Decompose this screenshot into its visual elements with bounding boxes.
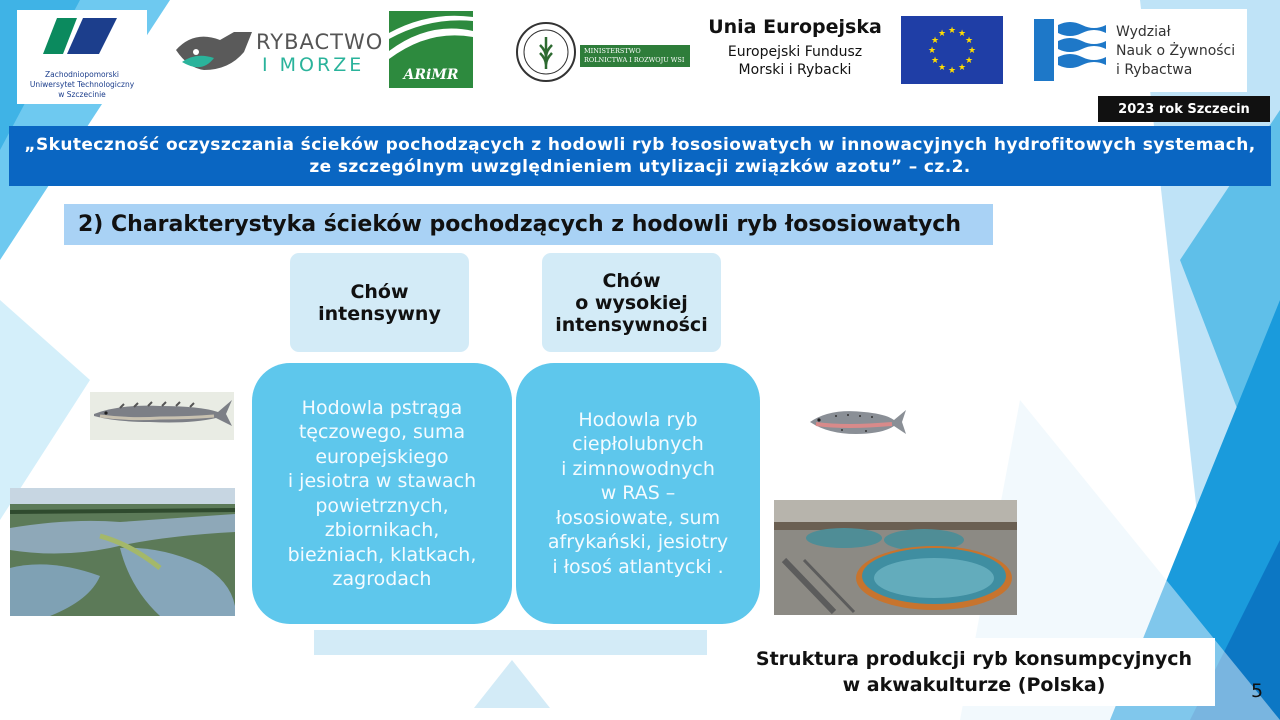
body-line: i zimnowodnych xyxy=(561,457,715,480)
caption-line-1: Struktura produkcji ryb konsumpcyjnych xyxy=(755,648,1193,670)
trout-icon xyxy=(806,404,908,440)
sturgeon-image xyxy=(90,392,234,440)
wydzial-line-2: Nauk o Żywności xyxy=(1116,43,1236,59)
svg-text:★: ★ xyxy=(964,56,974,66)
body-line: i jesiotra w stawach xyxy=(287,470,477,492)
production-structure-caption xyxy=(733,638,1215,706)
arimr-fields-icon xyxy=(389,11,473,69)
waves-logo-icon xyxy=(1034,19,1110,81)
logo-wydzial xyxy=(1016,9,1247,92)
balance-beam xyxy=(314,630,707,655)
svg-text:★: ★ xyxy=(937,29,947,39)
section-heading: 2) Charakterystyka ścieków pochodzących z hodowli ryb łososiowatych xyxy=(64,204,993,245)
zut-line-3: w Szczecinie xyxy=(58,90,106,99)
logo-zut xyxy=(17,10,147,104)
svg-text:★: ★ xyxy=(927,46,937,56)
logo-rybactwo xyxy=(170,12,384,90)
heading-line: Chów xyxy=(350,280,409,303)
svg-text:★: ★ xyxy=(967,46,977,56)
rybactwo-line-2: I MORZE xyxy=(262,54,365,76)
body-line: tęczowego, suma xyxy=(298,421,466,443)
body-line: i łosoś atlantycki . xyxy=(552,555,724,578)
body-line: powietrznych, xyxy=(315,494,449,517)
sturgeon-icon xyxy=(90,392,234,440)
svg-text:★: ★ xyxy=(947,26,957,36)
column-body-intensive xyxy=(252,363,512,624)
body-line: Hodowla pstrąga xyxy=(301,396,463,419)
caption-line-2: w akwakulturze (Polska) xyxy=(842,674,1106,696)
column-heading-high-intensity xyxy=(542,253,721,352)
svg-text:★: ★ xyxy=(957,29,967,39)
ministry-seal-icon xyxy=(514,17,578,87)
heading-line: Chów xyxy=(602,269,661,292)
eu-line-1: Europejski Fundusz xyxy=(727,44,863,60)
slide-number: 5 xyxy=(1250,680,1264,702)
heading-line: o wysokiej xyxy=(575,291,688,314)
svg-text:★: ★ xyxy=(957,63,967,73)
ministerstwo-line-1: MINISTERSTWO xyxy=(584,47,641,55)
title-line-1: „Skuteczność oczyszczania ścieków pochodzących z hodowli ryb łososiowatych w innowacyjnych hydrofitowych systemach, xyxy=(24,135,1256,155)
wydzial-line-1: Wydział xyxy=(1116,24,1171,40)
balance-fulcrum-icon xyxy=(474,660,550,708)
logo-eu-flag xyxy=(901,16,1003,84)
body-line: łososiowate, sum xyxy=(555,506,721,529)
svg-text:★: ★ xyxy=(937,63,947,73)
logo-ministerstwo xyxy=(514,17,694,87)
body-line: w RAS – xyxy=(600,482,676,505)
zut-line-2: Uniwersytet Technologiczny xyxy=(29,80,135,89)
body-line: Hodowla ryb xyxy=(578,408,698,431)
svg-text:★: ★ xyxy=(947,66,957,76)
body-line: europejskiego xyxy=(315,445,449,468)
ministerstwo-line-2: ROLNICTWA I ROZWOJU WSI xyxy=(584,56,685,64)
wydzial-line-3: i Rybactwa xyxy=(1116,62,1193,78)
zut-emblem-icon xyxy=(17,10,147,66)
fish-logo-icon xyxy=(174,22,254,82)
body-line: zagrodach xyxy=(332,568,432,590)
zut-line-1: Zachodniopomorski xyxy=(44,70,120,79)
aerial-lake-photo xyxy=(10,488,235,616)
logo-arimr xyxy=(389,11,473,88)
heading-line: intensywności xyxy=(555,313,708,336)
body-line: bieżniach, klatkach, xyxy=(287,543,477,566)
arimr-text: ARiMR xyxy=(403,67,459,83)
presentation-title xyxy=(9,126,1271,186)
eu-flag-stars-icon xyxy=(901,16,1003,84)
ras-facility-photo xyxy=(774,500,1017,615)
body-line: ciepłolubnych xyxy=(572,433,704,456)
eu-line-2: Morski i Rybacki xyxy=(738,62,852,78)
rybactwo-line-1: RYBACTWO xyxy=(256,30,384,54)
column-body-high-intensity xyxy=(516,363,760,624)
title-line-2: ze szczególnym uwzględnieniem utylizacji związków azotu” – cz.2. xyxy=(309,157,971,177)
logo-eu-text xyxy=(700,12,890,88)
body-line: afrykański, jesiotry xyxy=(547,531,729,554)
column-heading-intensive xyxy=(290,253,469,352)
eu-title: Unia Europejska xyxy=(708,16,882,38)
svg-text:★: ★ xyxy=(964,36,974,46)
body-line: zbiornikach, xyxy=(324,519,440,541)
year-badge: 2023 rok Szczecin xyxy=(1098,96,1270,122)
svg-text:★: ★ xyxy=(930,36,940,46)
heading-line: intensywny xyxy=(318,302,441,325)
svg-text:★: ★ xyxy=(930,56,940,66)
